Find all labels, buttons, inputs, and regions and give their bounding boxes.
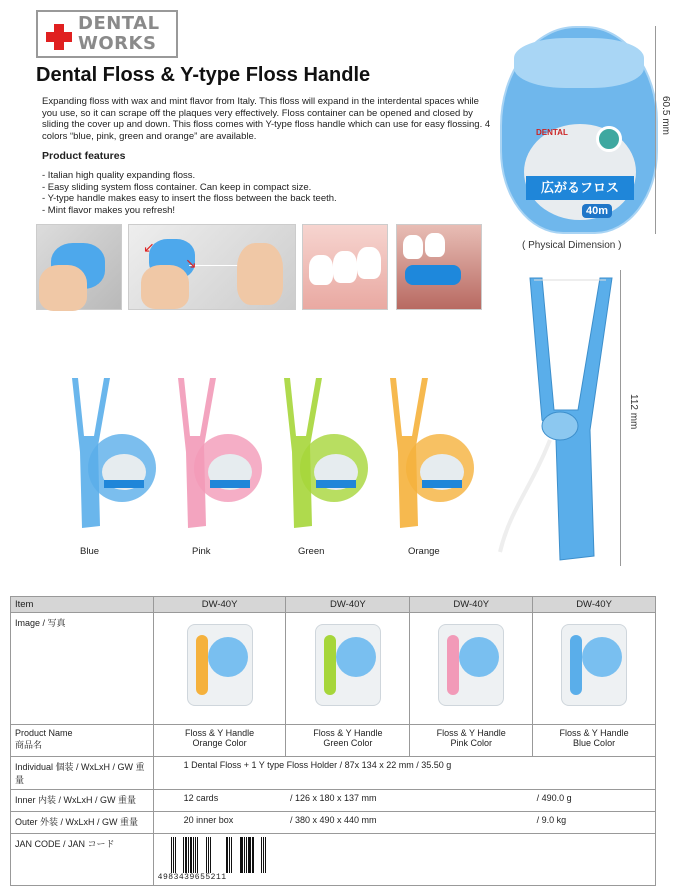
product-name-cell: Floss & Y Handle Blue Color — [533, 725, 656, 757]
outer-weight: / 9.0 kg — [533, 812, 656, 834]
header-code: DW-40Y — [286, 597, 410, 613]
handle-height-label: 112 mm — [628, 394, 639, 430]
table-row-inner — [11, 790, 656, 812]
barcode-icon — [158, 837, 268, 873]
outer-qty: 20 inner box — [153, 812, 286, 834]
package-image-pink — [438, 624, 504, 706]
outer-dims: / 380 x 490 x 440 mm — [286, 812, 533, 834]
feature-item: - Italian high quality expanding floss. — [42, 170, 196, 181]
page-title: Dental Floss & Y-type Floss Handle — [36, 64, 371, 86]
brand-logo — [36, 10, 178, 58]
row-label-image: Image / 写真 — [11, 613, 154, 725]
case-height-label: 60.5 mm — [660, 96, 671, 135]
variant-image-green — [276, 376, 372, 536]
row-label-outer: Outer 外装 / WxLxH / GW 重量 — [11, 812, 154, 834]
spec-table — [10, 596, 656, 886]
row-label-inner: Inner 内装 / WxLxH / GW 重量 — [11, 790, 154, 812]
variant-image-orange — [382, 376, 478, 536]
blue-y-handle-image — [490, 270, 630, 570]
usage-photo-mouth — [396, 224, 482, 310]
color-label-green: Green — [298, 546, 325, 557]
case-label: 広がるフロス — [526, 176, 634, 200]
features-heading: Product features — [42, 150, 126, 162]
header-code: DW-40Y — [410, 597, 533, 613]
product-image-cell — [286, 613, 410, 725]
floss-case-product-image — [500, 26, 658, 234]
arrow-icon: ↘ — [185, 255, 197, 271]
table-row-jan — [11, 834, 656, 886]
dimension-line — [620, 270, 621, 566]
table-row-image — [11, 613, 656, 725]
product-image-cell — [533, 613, 656, 725]
header-code: DW-40Y — [533, 597, 656, 613]
row-label-jan: JAN CODE / JAN コード — [11, 834, 154, 886]
usage-photo-hand-holding-case — [36, 224, 122, 310]
dimension-line — [655, 26, 656, 234]
package-image-blue — [561, 624, 627, 706]
usage-illustration-teeth — [302, 224, 388, 310]
case-brand-mark: DENTAL — [536, 128, 568, 137]
table-row-outer — [11, 812, 656, 834]
jan-barcode-cell — [153, 834, 655, 886]
feature-item: - Easy sliding system floss container. Can keep in compact size. — [42, 181, 312, 193]
product-name-cell: Floss & Y Handle Orange Color — [153, 725, 286, 757]
usage-photo-pulling-floss — [128, 224, 296, 310]
package-image-orange — [187, 624, 253, 706]
table-row-product-name — [11, 725, 656, 757]
row-label-product-name: Product Name 商品名 — [11, 725, 154, 757]
inner-qty: 12 cards — [153, 790, 286, 812]
jan-digits: 4983439655211 — [157, 873, 227, 882]
brand-name: DENTAL WORKS — [78, 13, 160, 54]
package-image-green — [315, 624, 381, 706]
variant-image-pink — [170, 376, 266, 536]
product-name-cell: Floss & Y Handle Pink Color — [410, 725, 533, 757]
case-length-badge: 40m — [582, 204, 612, 218]
color-label-pink: Pink — [192, 546, 211, 557]
red-cross-icon — [46, 24, 72, 50]
color-label-blue: Blue — [80, 546, 100, 557]
features-list — [42, 170, 337, 216]
product-image-cell — [153, 613, 286, 725]
feature-item: - Y-type handle makes easy to insert the floss between the back teeth. — [42, 193, 337, 204]
individual-value: 1 Dental Floss + 1 Y type Floss Holder / 87x 134 x 22 mm / 35.50 g — [153, 757, 655, 790]
header-item: Item — [11, 597, 154, 613]
variant-image-blue — [64, 376, 160, 536]
product-image-cell — [410, 613, 533, 725]
table-row-individual — [11, 757, 656, 790]
header-code: DW-40Y — [153, 597, 286, 613]
intro-paragraph: Expanding floss with wax and mint flavor from Italy. This floss will expand in the interdental spaces while you use, so it can scrape off the plaques very effectively. Floss container can be opened and closed by sliding the cover up and down. This floss comes with Y-type floss handle which can use for easy flossing. 4 colors “blue, pink, green and orange” are available. — [42, 96, 491, 142]
table-header-row — [11, 597, 656, 613]
mint-icon — [596, 126, 622, 152]
color-label-orange: Orange — [408, 546, 440, 557]
inner-dims: / 126 x 180 x 137 mm — [286, 790, 533, 812]
product-name-cell: Floss & Y Handle Green Color — [286, 725, 410, 757]
feature-item: - Mint flavor makes you refresh! — [42, 204, 176, 216]
row-label-individual: Individual 個装 / WxLxH / GW 重量 — [11, 757, 154, 790]
inner-weight: / 490.0 g — [533, 790, 656, 812]
dimension-caption: ( Physical Dimension ) — [522, 240, 622, 251]
arrow-icon: ↙ — [143, 239, 155, 255]
